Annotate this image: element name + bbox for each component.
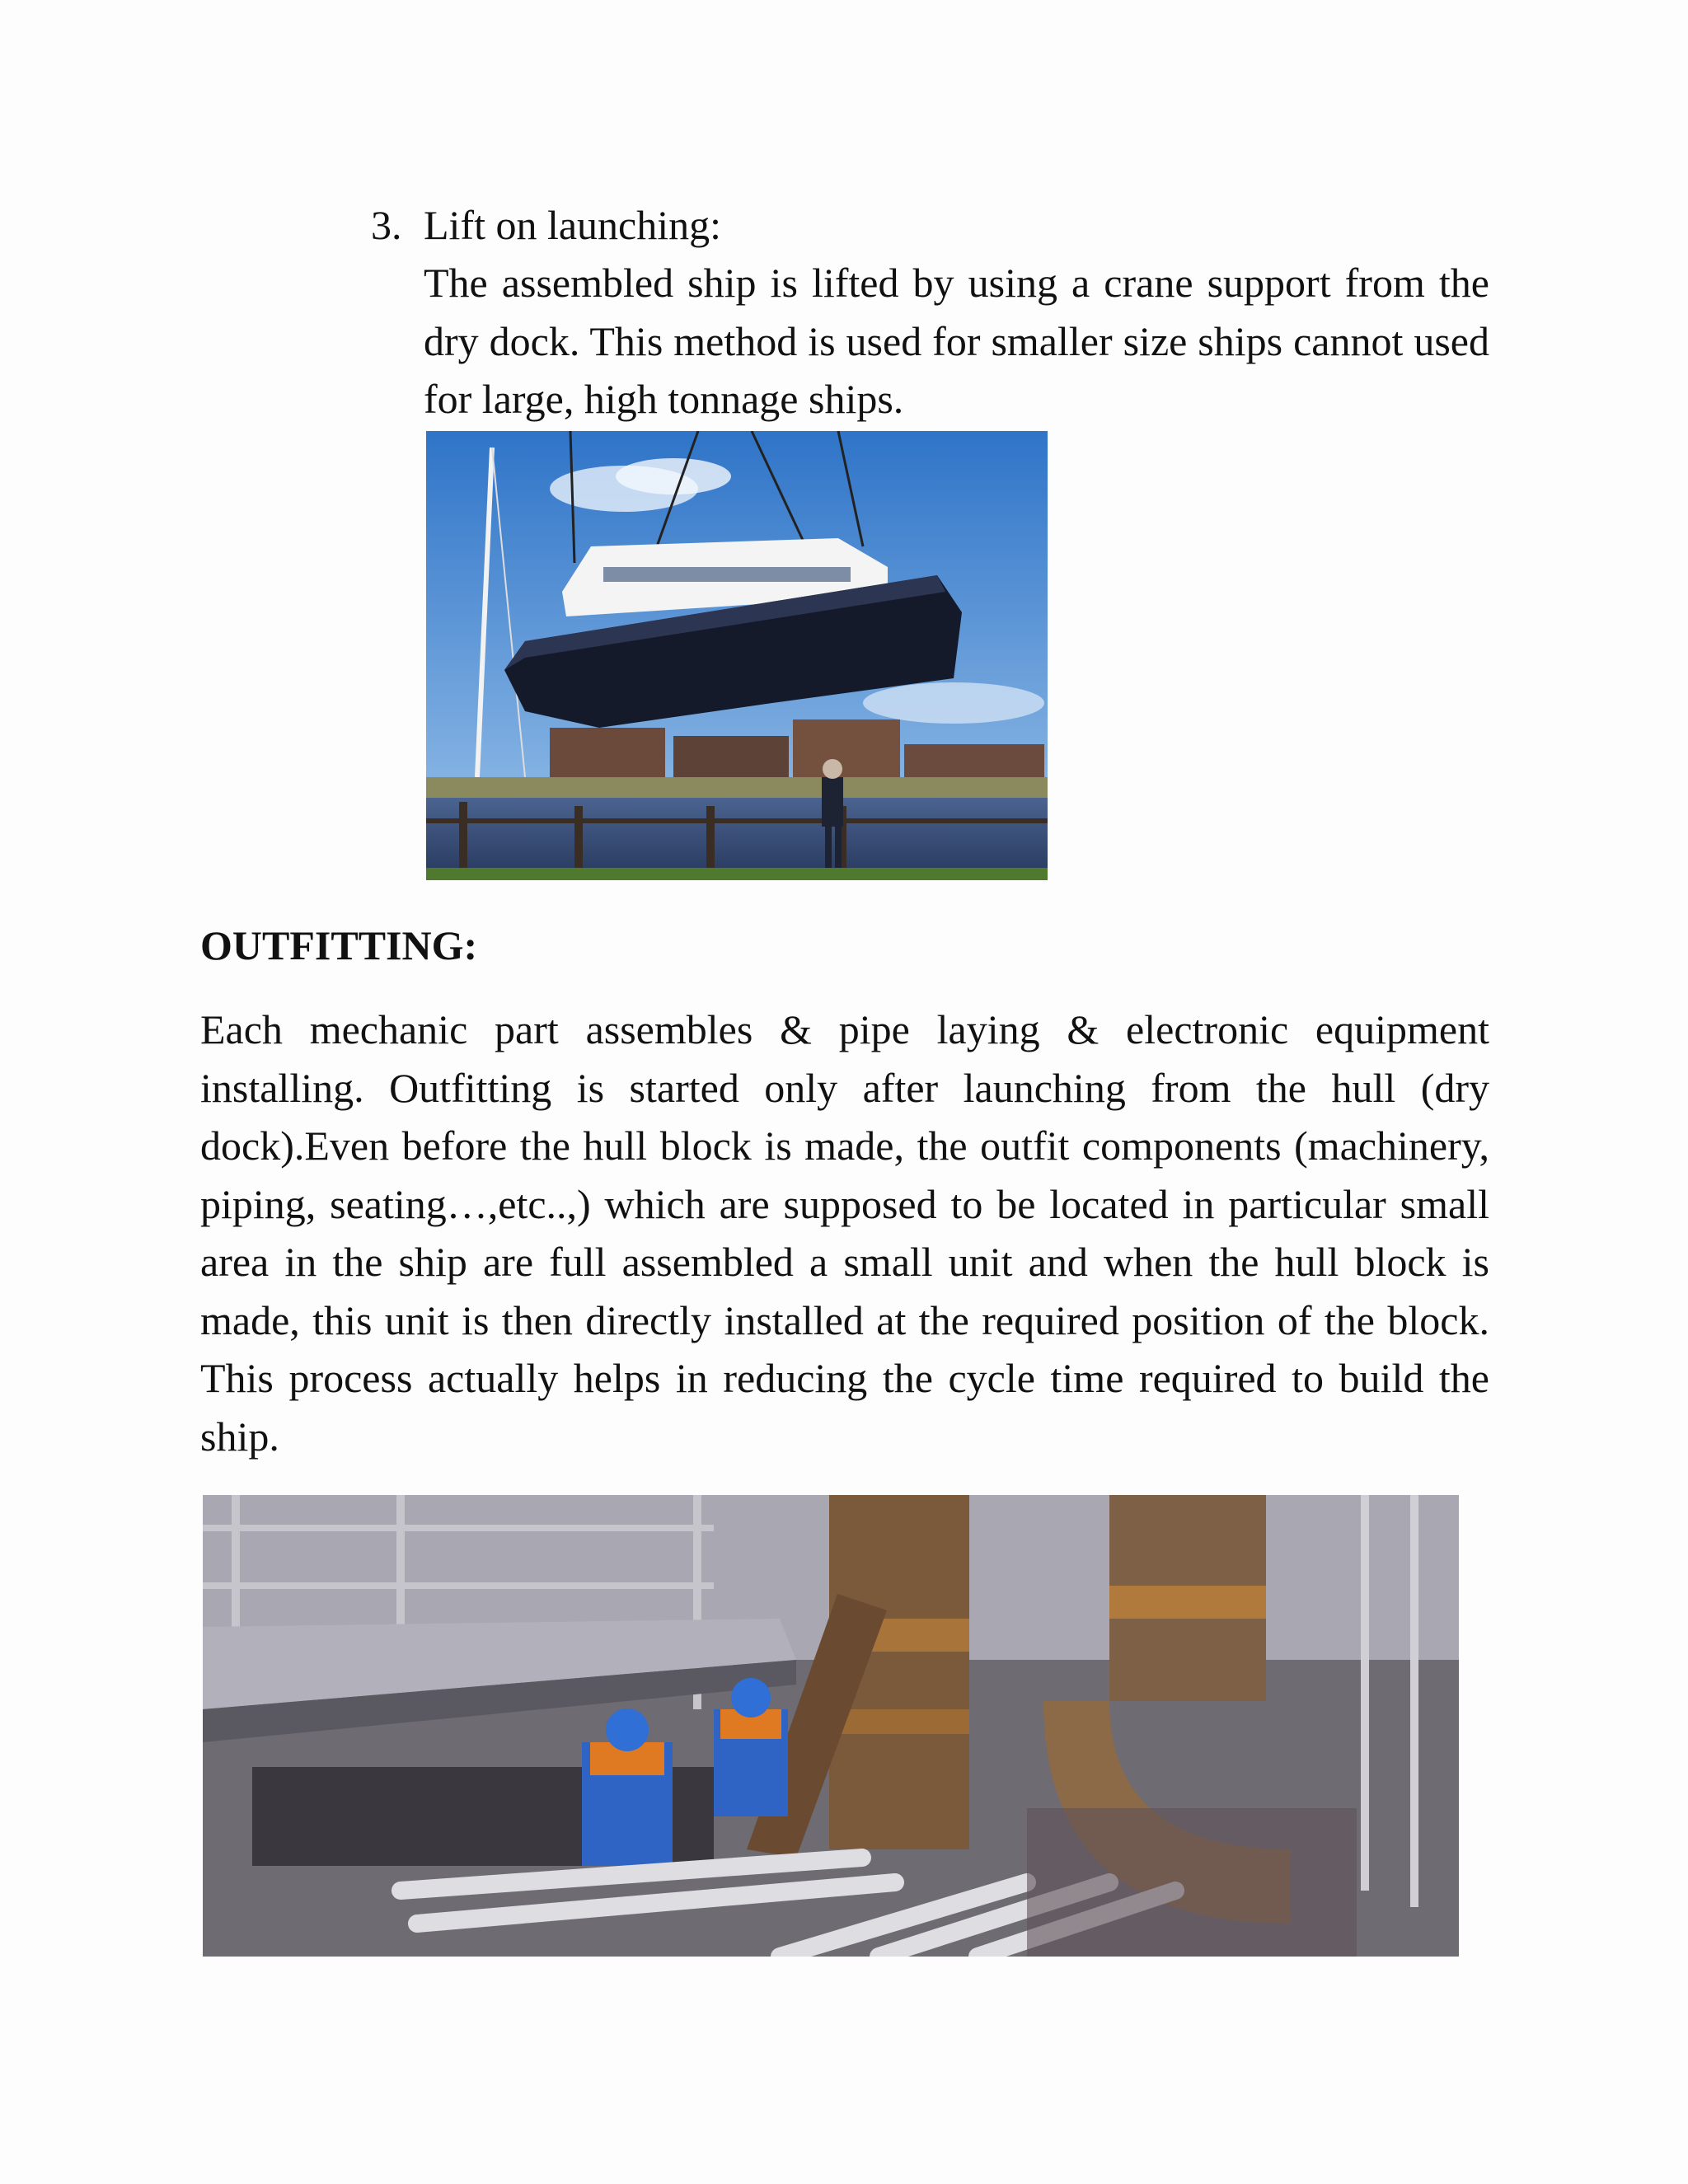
- list-item-paragraph: The assembled ship is lifted by using a crane support from the dry dock. This method is used for smaller size ships cannot used for large, high tonnage ships.: [424, 260, 1489, 422]
- section-heading: OUTFITTING:: [200, 922, 478, 968]
- list-item-number: 3.: [371, 202, 402, 248]
- outfitting-photo: [203, 1495, 1459, 1957]
- boat-lift-photo: [426, 431, 1048, 880]
- section-paragraph: Each mechanic part assembles & pipe laying & electronic equipment installing. Outfitting is started only after launching from the hull (dry dock).Even before the hull block is made, the outfit components (machinery, piping, seating…,etc..,) which are supposed to be located in particular small area in the ship are full assembled a small unit and when the hull block is made, this unit is then directly installed at the required position of the block. This process actually helps in reducing the cycle time required to build the ship.: [200, 1006, 1489, 1460]
- list-item-heading: Lift on launching:: [424, 202, 722, 248]
